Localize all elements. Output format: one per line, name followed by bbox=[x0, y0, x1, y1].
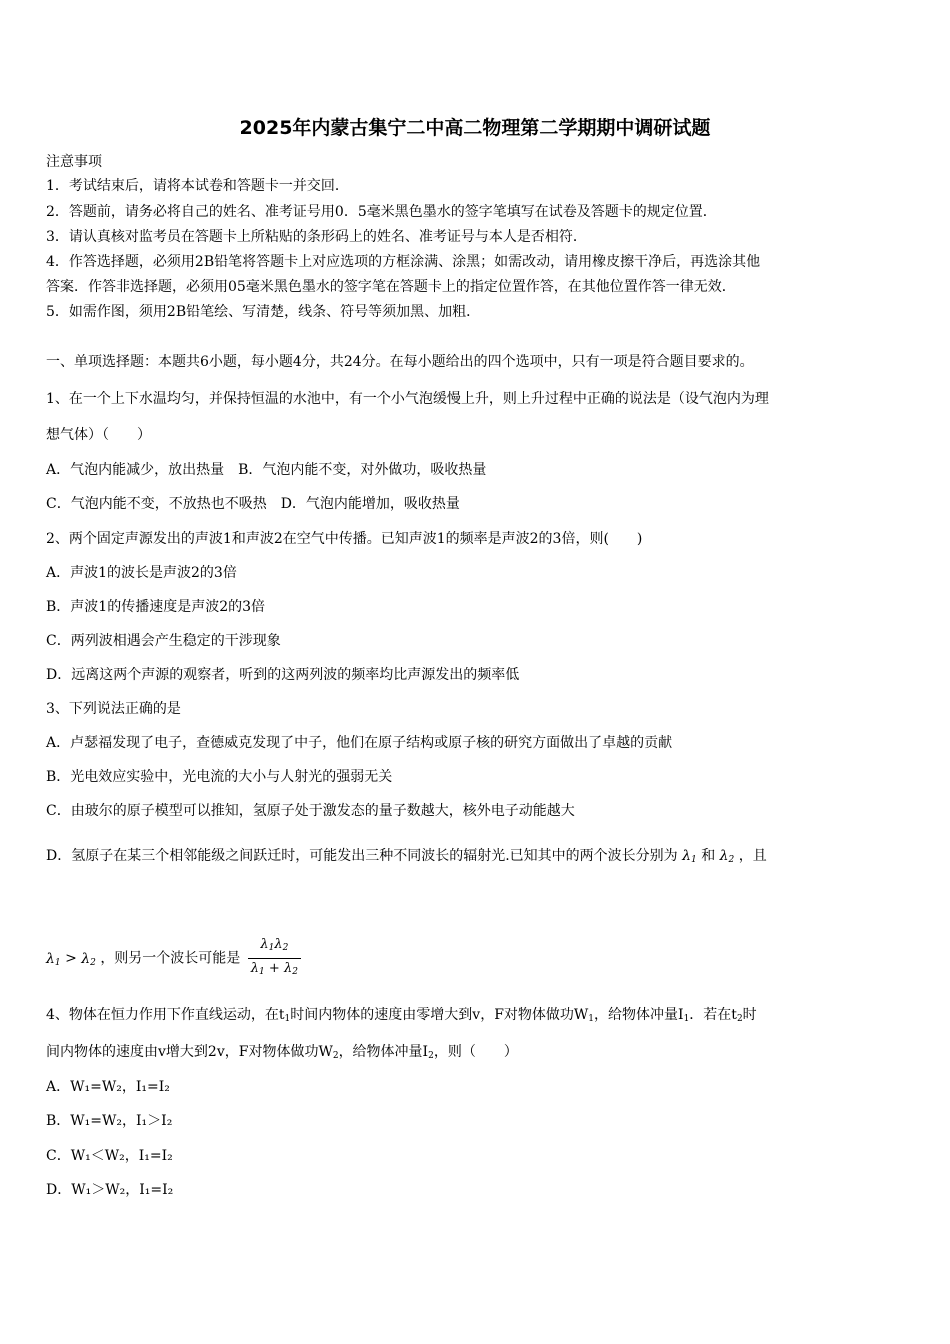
notice-heading: 注意事项 bbox=[46, 154, 102, 170]
lambda-subscript: 1 bbox=[54, 957, 61, 968]
option-d-text: D．氢原子在某三个相邻能级之间跃迁时，可能发出三种不同波长的辐射光.已知其中的两个波长分别为 bbox=[46, 848, 678, 864]
question-2-option-a: A．声波1的波长是声波2的3倍 bbox=[46, 565, 237, 581]
plus-sign: + bbox=[268, 961, 280, 976]
stem-text: ．若在t bbox=[689, 1007, 737, 1023]
question-3-option-c: C．由玻尔的原子模型可以推知，氢原子处于激发态的量子数越大，核外电子动能越大 bbox=[46, 803, 575, 819]
page-title: 2025年内蒙古集宁二中高二物理第二学期期中调研试题 bbox=[239, 117, 711, 139]
fraction-denominator bbox=[248, 959, 301, 982]
lambda-1 bbox=[46, 951, 61, 967]
question-3-option-d bbox=[46, 846, 767, 870]
question-1-stem-cont: 想气体）（ ） bbox=[46, 427, 151, 443]
question-4-option-b: B．W₁=W₂，I₁＞I₂ bbox=[46, 1113, 173, 1129]
stem-text: 时间内物体的速度由零增大到v，F对物体做功W bbox=[290, 1007, 589, 1023]
lambda-symbol: λ bbox=[719, 848, 729, 864]
subscript: 2 bbox=[332, 1051, 339, 1061]
notice-item: 1．考试结束后，请将本试卷和答题卡一并交回． bbox=[46, 178, 349, 194]
lambda-symbol: λ bbox=[81, 950, 91, 967]
lambda-subscript: 1 bbox=[268, 943, 275, 953]
lambda-subscript: 1 bbox=[691, 855, 697, 865]
lambda-symbol: λ bbox=[250, 961, 260, 976]
question-2-stem: 2、两个固定声源发出的声波1和声波2在空气中传播。已知声波1的频率是声波2的3倍，则( ) bbox=[46, 531, 643, 547]
notice-item: 答案．作答非选择题，必须用05毫米黑色墨水的签字笔在答题卡上的指定位置作答，在其他位置作答一律无效． bbox=[46, 279, 736, 295]
stem-text: ，给物体冲量I bbox=[338, 1044, 429, 1060]
lambda-symbol: λ bbox=[274, 937, 283, 952]
lambda-symbol: λ bbox=[283, 961, 293, 976]
section-heading: 一、单项选择题：本题共6小题，每小题4分，共24分。在每小题给出的四个选项中，只有一项是符合题目要求的。 bbox=[46, 354, 754, 370]
question-3-option-b: B．光电效应实验中，光电流的大小与人射光的强弱无关 bbox=[46, 769, 393, 785]
option-d-line2: ，则另一个波长可能是 bbox=[100, 950, 241, 967]
fraction-numerator bbox=[248, 935, 301, 959]
wavelength-fraction bbox=[248, 935, 301, 982]
subscript: 2 bbox=[736, 1014, 743, 1024]
question-4-option-c: C．W₁＜W₂，I₁=I₂ bbox=[46, 1148, 173, 1164]
question-1-stem: 1、在一个上下水温均匀，并保持恒温的水池中，有一个小气泡缓慢上升，则上升过程中正确的说法是（设气泡内为理 bbox=[46, 391, 769, 407]
question-4-option-a: A．W₁=W₂，I₁=I₂ bbox=[46, 1079, 170, 1095]
stem-text: 间内物体的速度由v增大到2v，F对物体做功W bbox=[46, 1044, 333, 1060]
lambda-symbol: λ bbox=[46, 950, 55, 967]
question-3-stem: 3、下列说法正确的是 bbox=[46, 701, 181, 717]
lambda-1 bbox=[682, 848, 697, 864]
stem-text: 时 bbox=[742, 1007, 757, 1023]
question-1-options-ab: A．气泡内能减少，放出热量 B．气泡内能不变，对外做功，吸收热量 bbox=[46, 462, 487, 478]
question-2-option-d: D．远离这两个声源的观察者，听到的这两列波的频率均比声源发出的频率低 bbox=[46, 667, 520, 683]
lambda-subscript: 1 bbox=[259, 967, 265, 977]
notice-item: 5．如需作图，须用2B铅笔绘、写清楚，线条、符号等须加黑、加粗． bbox=[46, 304, 481, 320]
lambda-subscript: 2 bbox=[282, 943, 289, 953]
lambda-2 bbox=[81, 951, 96, 967]
lambda-2 bbox=[720, 848, 735, 864]
question-3-option-d-cont bbox=[46, 935, 304, 982]
question-4-option-d: D．W₁＞W₂，I₁=I₂ bbox=[46, 1182, 174, 1198]
question-2-option-b: B．声波1的传播速度是声波2的3倍 bbox=[46, 599, 266, 615]
lambda-subscript: 2 bbox=[90, 957, 96, 968]
subscript: 1 bbox=[683, 1014, 690, 1024]
question-3-option-a: A．卢瑟福发现了电子，查德威克发现了中子，他们在原子结构或原子核的研究方面做出了卓越的贡献 bbox=[46, 735, 673, 751]
lambda-symbol: λ bbox=[260, 937, 269, 952]
subscript: 1 bbox=[284, 1014, 291, 1024]
lambda-subscript: 2 bbox=[728, 855, 735, 865]
and-text: 和 bbox=[701, 848, 716, 864]
question-1-options-cd: C．气泡内能不变，不放热也不吸热 D．气泡内能增加，吸收热量 bbox=[46, 496, 460, 512]
option-d-end: ，且 bbox=[738, 848, 767, 864]
notice-item: 4．作答选择题，必须用2B铅笔将答题卡上对应选项的方框涂满、涂黑；如需改动，请用橡皮擦干净后，再选涂其他 bbox=[46, 254, 761, 270]
stem-text: 4、物体在恒力作用下作直线运动，在t bbox=[46, 1007, 285, 1023]
lambda-subscript: 2 bbox=[292, 967, 298, 977]
notice-item: 3．请认真核对监考员在答题卡上所粘贴的条形码上的姓名、准考证号与本人是否相符． bbox=[46, 229, 587, 245]
subscript: 2 bbox=[428, 1051, 434, 1061]
notice-item: 2．答题前，请务必将自己的姓名、准考证号用0．5毫米黑色墨水的签字笔填写在试卷及答题卡的规定位置． bbox=[46, 204, 717, 220]
stem-text: ，则（ ） bbox=[433, 1044, 518, 1060]
subscript: 1 bbox=[588, 1014, 595, 1024]
greater-than: > bbox=[65, 950, 77, 967]
question-4-stem bbox=[46, 1005, 757, 1029]
lambda-symbol: λ bbox=[682, 848, 692, 864]
stem-text: ，给物体冲量I bbox=[594, 1007, 684, 1023]
question-4-stem-cont bbox=[46, 1042, 518, 1066]
question-2-option-c: C．两列波相遇会产生稳定的干涉现象 bbox=[46, 633, 281, 649]
